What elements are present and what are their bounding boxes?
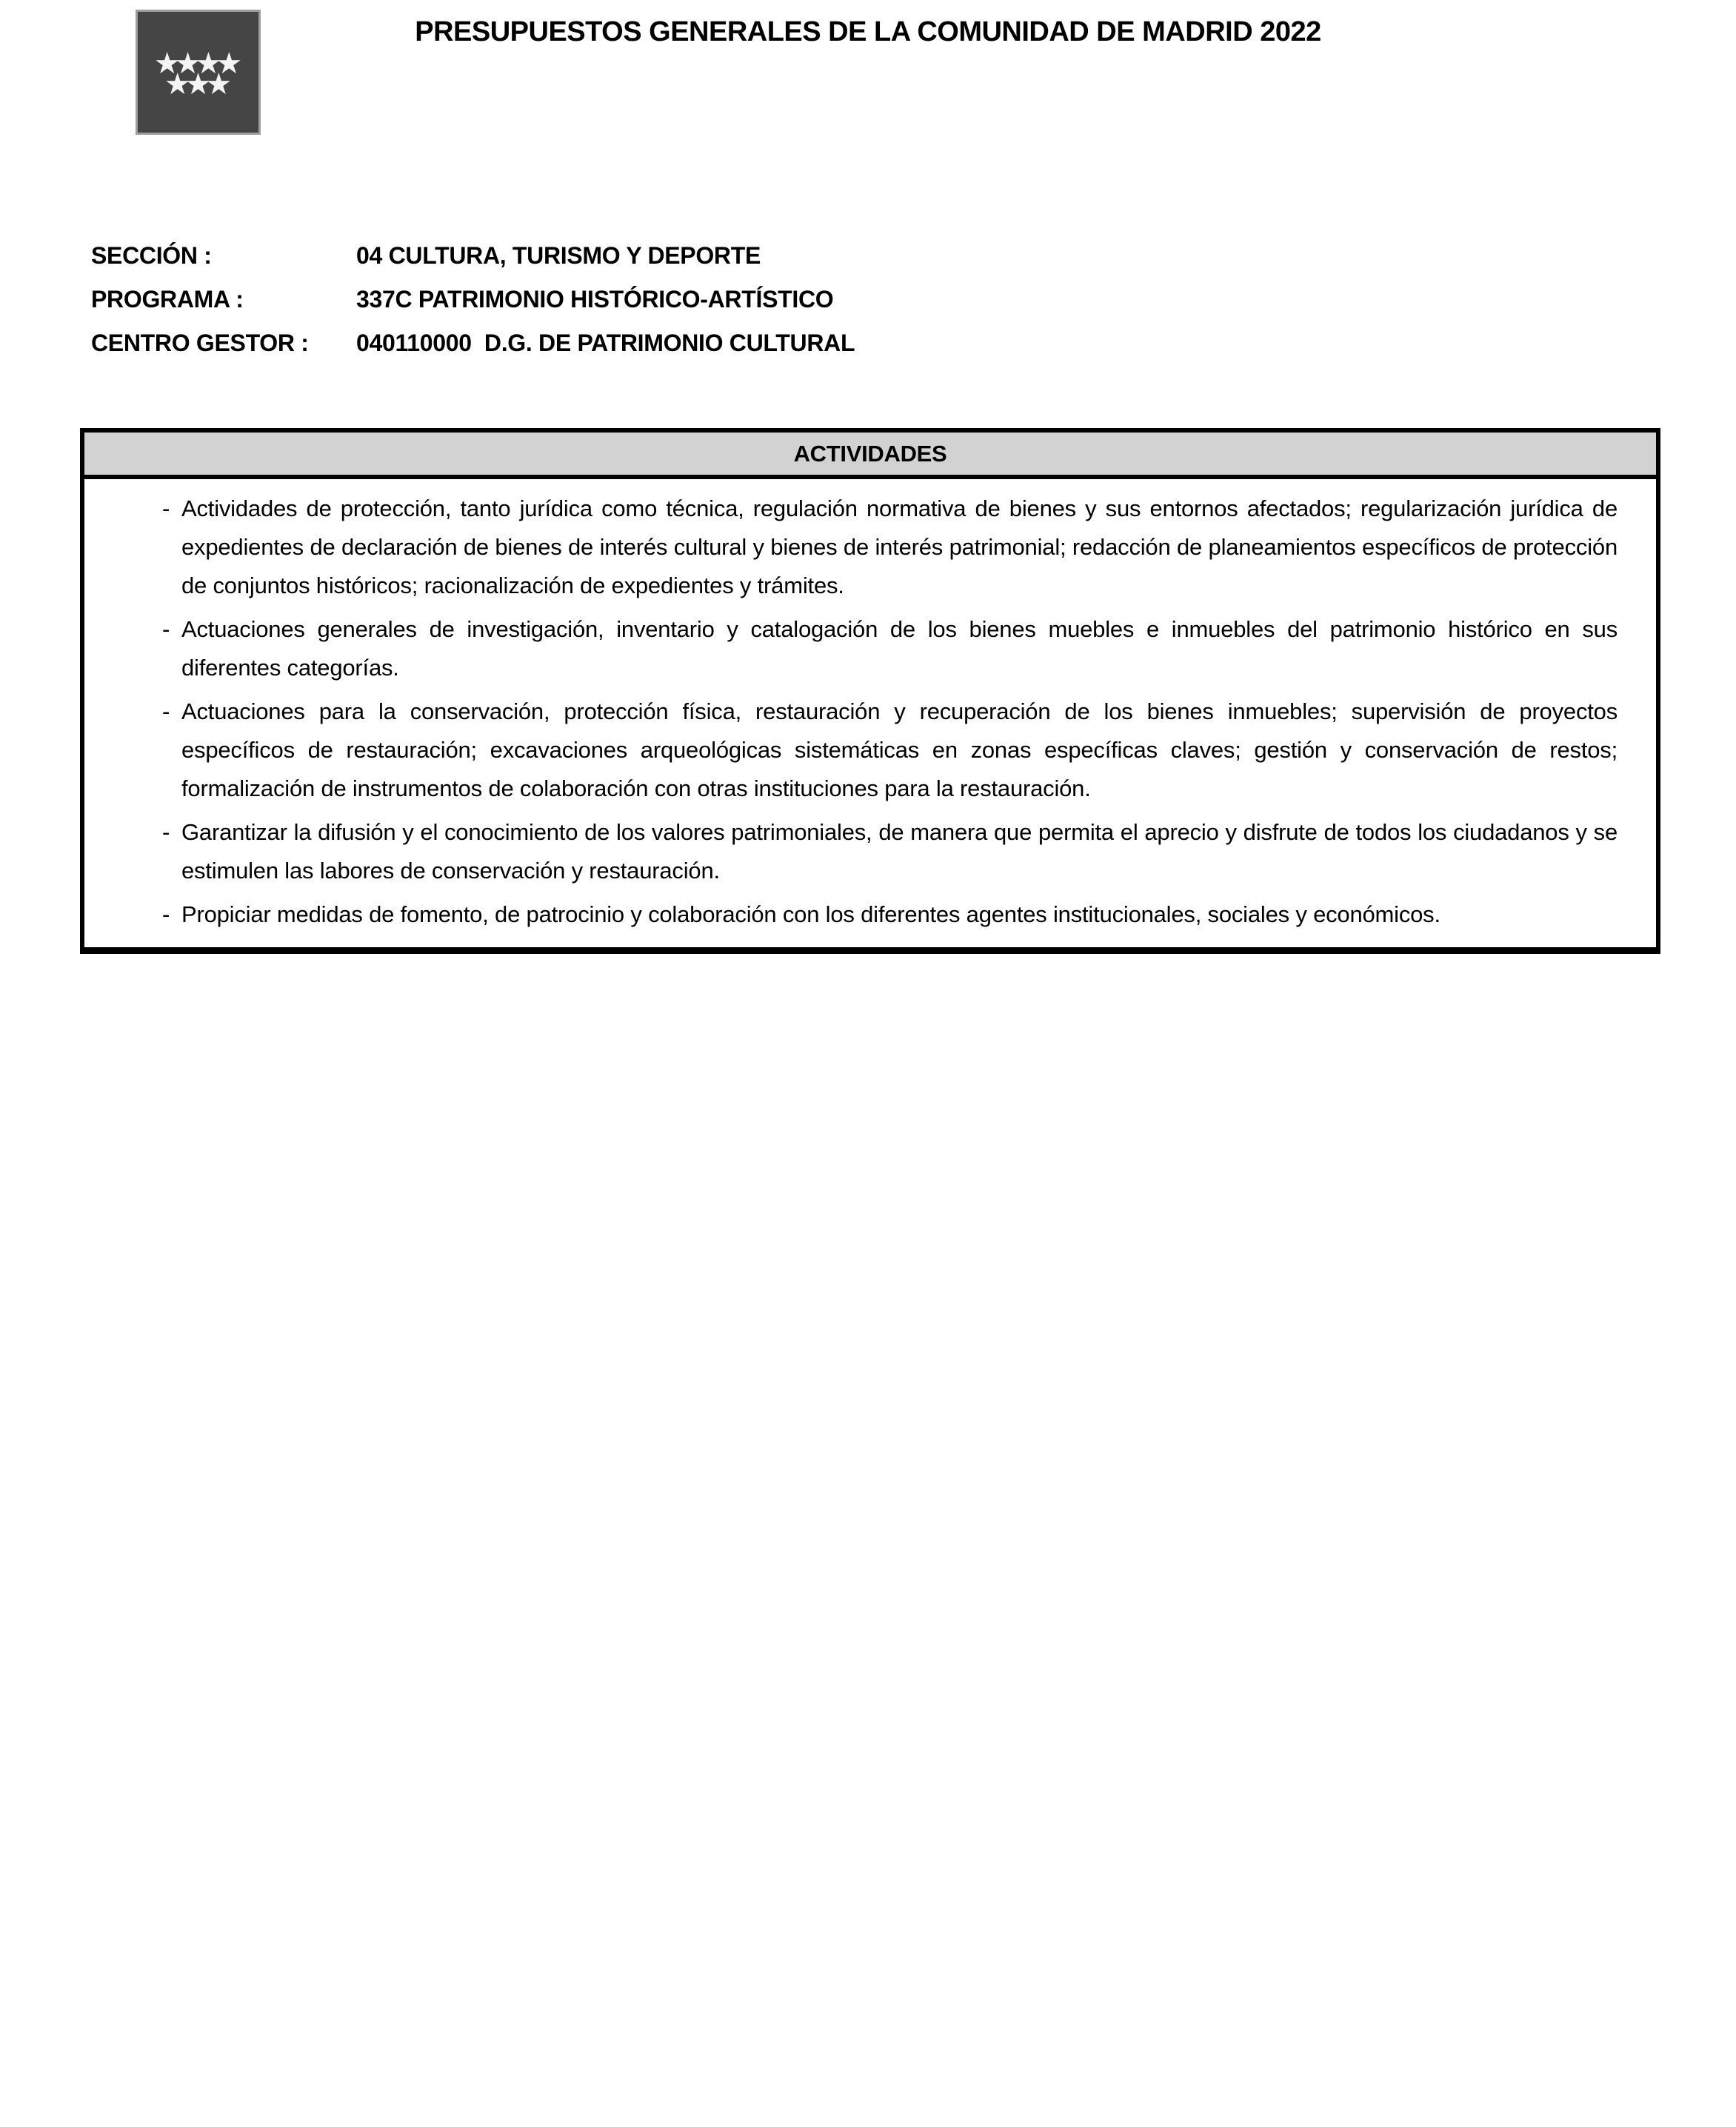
activity-text: Garantizar la difusión y el conocimiento de los valores patrimoniales, de manera que permita el aprecio y disfrute de todos los ciudadanos y se estimulen las labores de conservación y restauración. xyxy=(181,819,1618,884)
meta-row-programa xyxy=(91,286,855,330)
star-icon: ★ xyxy=(216,46,243,81)
activity-item xyxy=(162,692,1618,808)
activity-item xyxy=(162,895,1618,934)
star-icon: ★ xyxy=(164,67,191,101)
activities-header xyxy=(84,433,1656,479)
activities-box xyxy=(80,428,1660,954)
meta-block xyxy=(91,242,855,373)
seccion-label: SECCIÓN : xyxy=(91,242,212,269)
bullet-dash: - xyxy=(162,901,170,927)
activity-text: Actuaciones generales de investigación, inventario y catalogación de los bienes muebles e inmuebles del patrimonio histórico en sus diferentes categorías. xyxy=(181,616,1618,681)
activities-title: ACTIVIDADES xyxy=(793,440,947,467)
activity-text: Actividades de protección, tanto jurídica como técnica, regulación normativa de bienes y sus entornos afectados; regularización jurídica de expedientes de declaración de bienes de interés cultural y bienes de interés patrimonial; redacción de planeamientos específicos de protección de conjuntos históricos; racionalización de expedientes y trámites. xyxy=(181,495,1618,598)
bullet-dash: - xyxy=(162,698,170,724)
meta-row-seccion xyxy=(91,242,855,286)
activity-item xyxy=(162,610,1618,687)
centro-gestor-value: 040110000 D.G. DE PATRIMONIO CULTURAL xyxy=(356,330,855,356)
star-icon: ★ xyxy=(153,46,181,81)
star-icon: ★ xyxy=(184,67,212,101)
bullet-dash: - xyxy=(162,819,170,845)
activity-text: Propiciar medidas de fomento, de patrocinio y colaboración con los diferentes agentes institucionales, sociales y económicos. xyxy=(181,901,1440,927)
meta-row-centro-gestor xyxy=(91,330,855,373)
page-title: PRESUPUESTOS GENERALES DE LA COMUNIDAD DE MADRID 2022 xyxy=(415,16,1321,47)
bullet-dash: - xyxy=(162,616,170,642)
activity-item xyxy=(162,813,1618,890)
bullet-dash: - xyxy=(162,495,170,521)
activities-list xyxy=(162,490,1618,934)
centro-gestor-label: CENTRO GESTOR : xyxy=(91,330,309,356)
seccion-value: 04 CULTURA, TURISMO Y DEPORTE xyxy=(356,242,761,269)
programa-label: PROGRAMA : xyxy=(91,286,244,313)
activity-text: Actuaciones para la conservación, protección física, restauración y recuperación de los bienes inmuebles; supervisión de proyectos específicos de restauración; excavaciones arqueológicas sistemáticas en zonas específicas claves; gestión y conservación de restos; formalización de instrumentos de colaboración con otras instituciones para la restauración. xyxy=(181,698,1618,801)
star-row-bottom xyxy=(164,67,233,101)
star-icon: ★ xyxy=(205,67,233,101)
star-icon: ★ xyxy=(195,46,222,81)
activities-body xyxy=(84,479,1656,947)
activity-item xyxy=(162,490,1618,605)
star-icon: ★ xyxy=(174,46,201,81)
programa-value: 337C PATRIMONIO HISTÓRICO-ARTÍSTICO xyxy=(356,286,834,313)
